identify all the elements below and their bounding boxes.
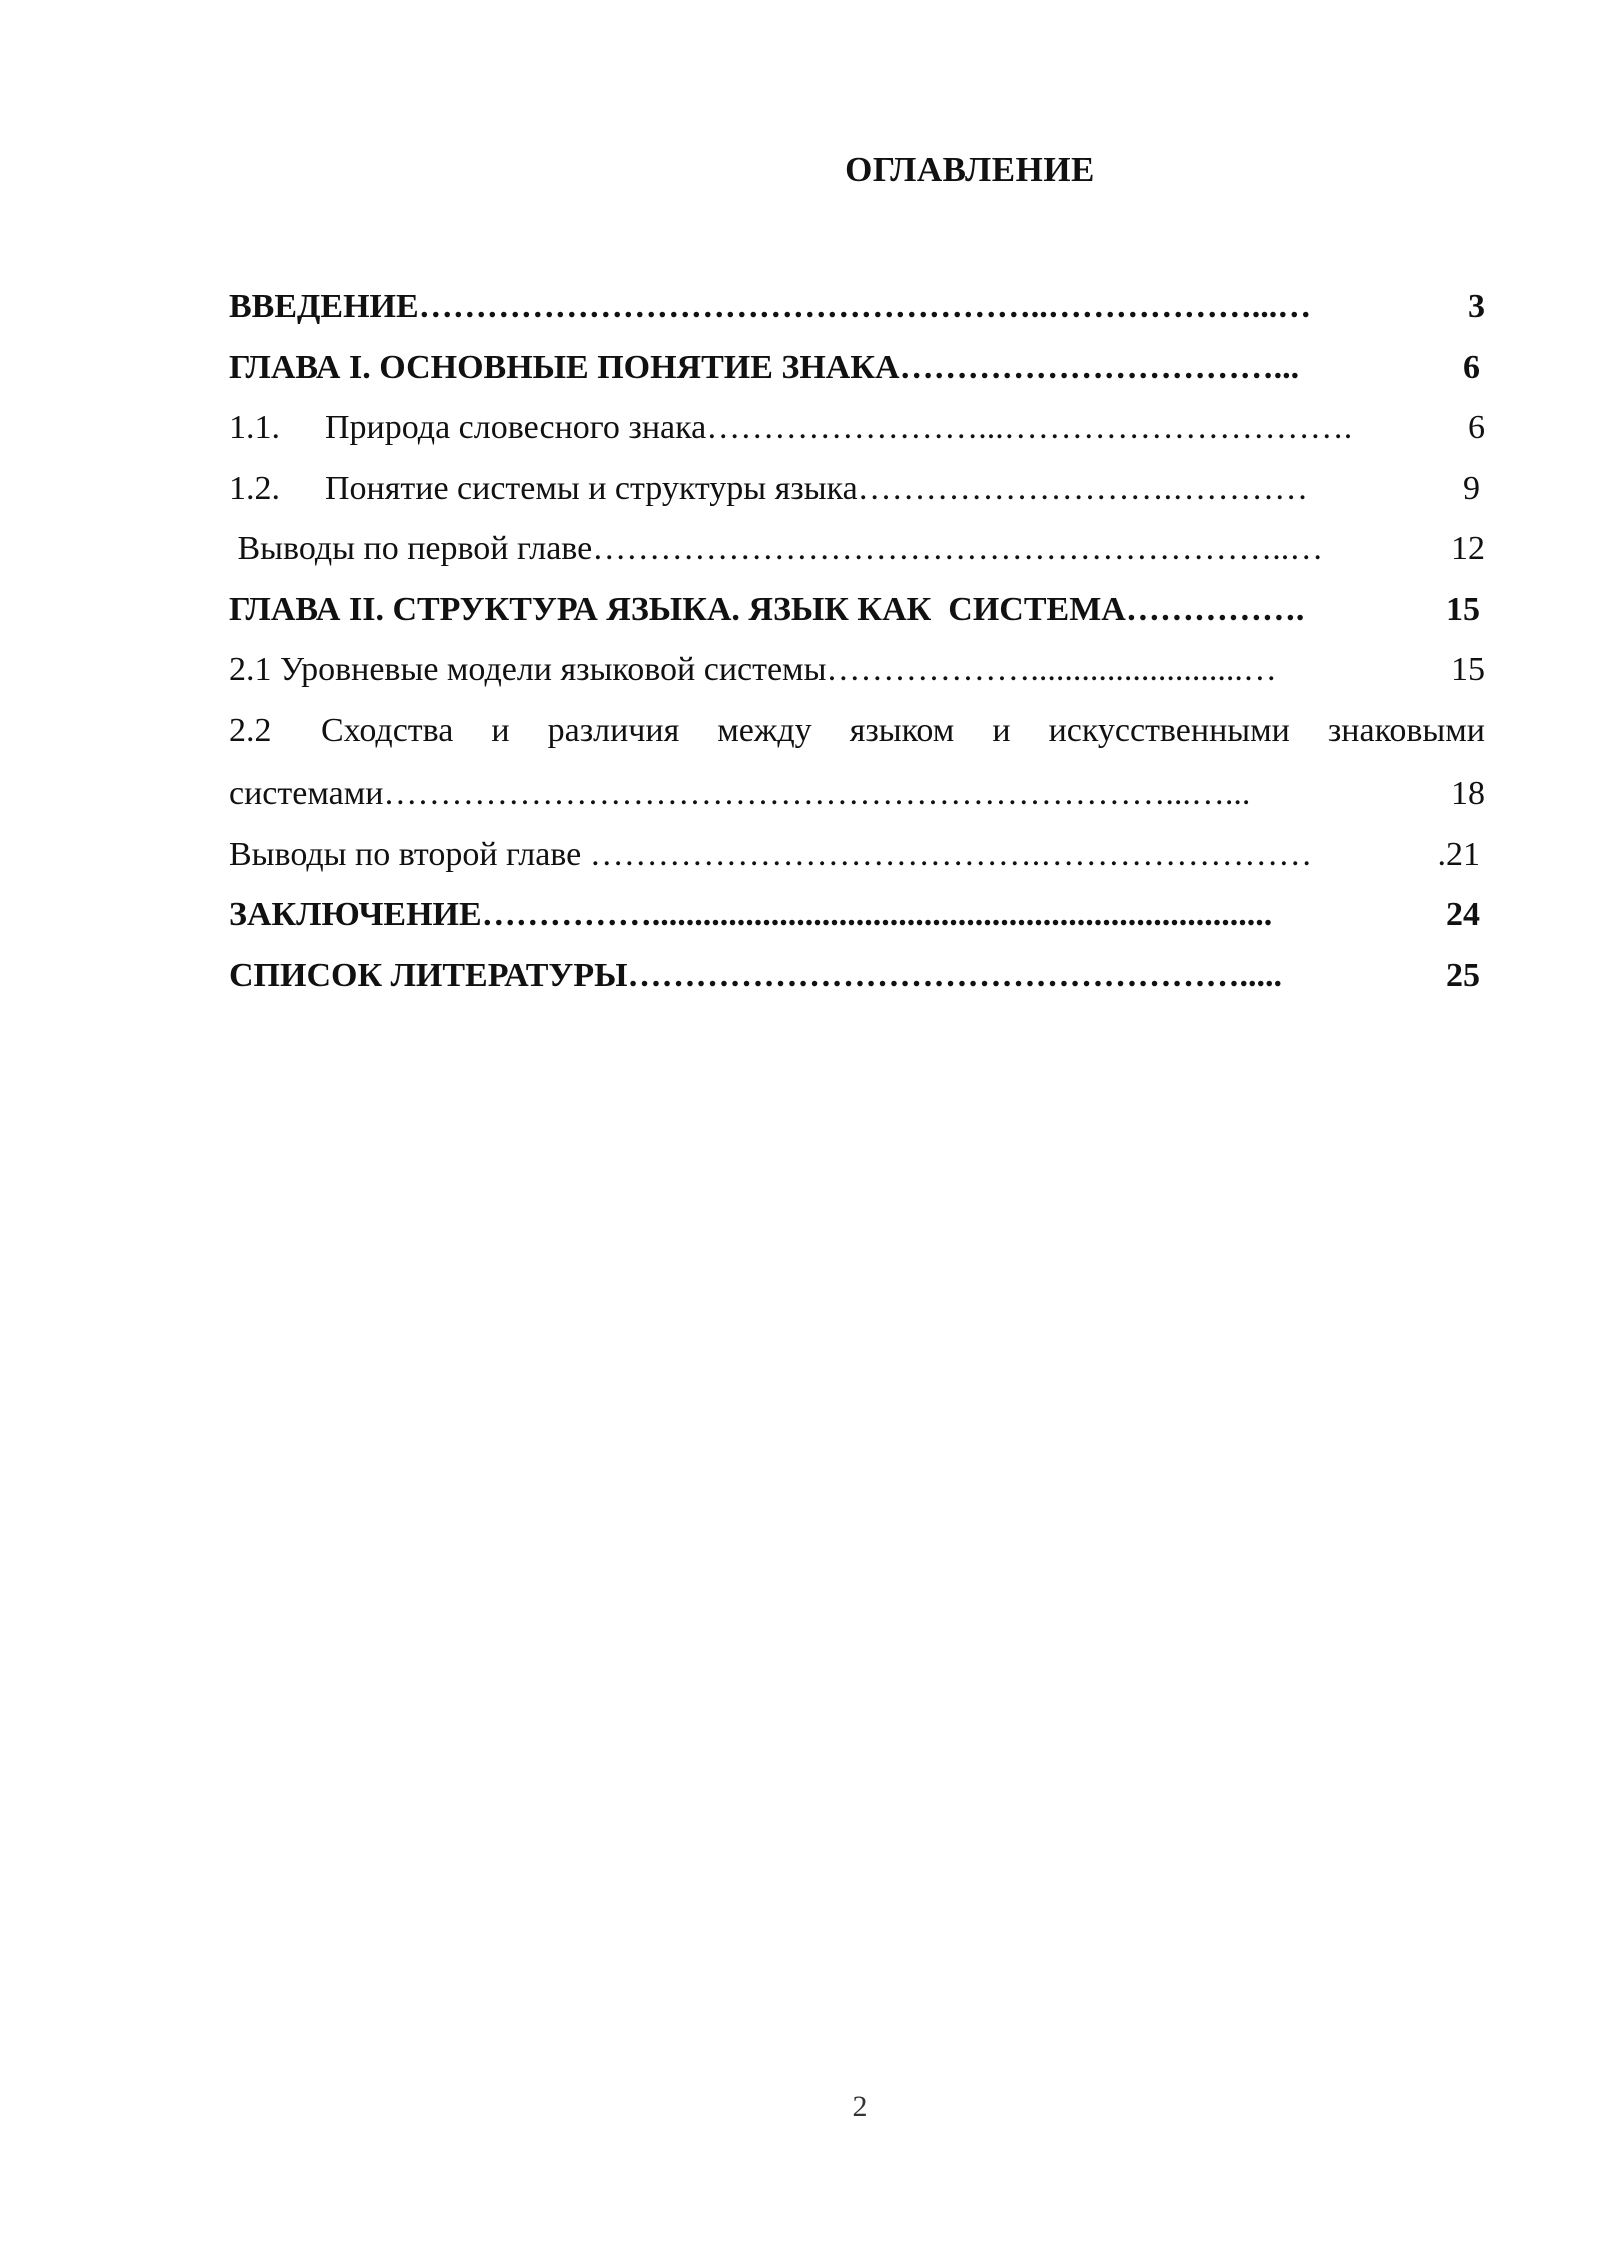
toc-entry-number: 2.2 bbox=[229, 711, 272, 749]
toc-entry-title: СПИСОК ЛИТЕРАТУРЫ bbox=[229, 956, 628, 994]
toc-entry-title: Природа словесного знака bbox=[325, 409, 707, 446]
toc-word: знаковыми bbox=[1327, 711, 1485, 749]
toc-entry-section-1-1 bbox=[229, 403, 1485, 464]
toc-entry-page: 3 bbox=[1468, 288, 1485, 325]
toc-entry-number: 1.2. bbox=[229, 469, 280, 507]
toc-dot-leader: ……………. bbox=[1125, 590, 1305, 628]
toc-entry-page: 24 bbox=[1446, 896, 1480, 933]
toc-entry-conclusions-1 bbox=[229, 524, 1485, 585]
toc-entry-first-line bbox=[229, 706, 1485, 769]
toc-dot-leader: ……………......................................................................... bbox=[481, 896, 1273, 933]
page-title: ОГЛАВЛЕНИЕ bbox=[845, 150, 1095, 189]
toc-entry-page: 15 bbox=[1446, 590, 1480, 628]
toc-entry-page: 9 bbox=[1463, 469, 1480, 507]
toc-entry-title: ГЛАВА II. СТРУКТУРА ЯЗЫКА. ЯЗЫК КАК СИСТЕМА bbox=[229, 590, 1126, 628]
toc-dot-leader: ……………………….………… bbox=[857, 469, 1309, 507]
toc-entry-page: 18 bbox=[1451, 774, 1485, 812]
toc-entry-page: 15 bbox=[1451, 651, 1485, 688]
toc-word: и bbox=[992, 711, 1011, 749]
toc-entry-number: 1.1. bbox=[229, 409, 280, 446]
toc-dot-leader: ……………………………………………………………...…... bbox=[383, 774, 1251, 812]
toc-word: искусственными bbox=[1048, 711, 1290, 749]
toc-entry-title-continuation: системами bbox=[229, 774, 384, 812]
toc-entry-title: ГЛАВА I. ОСНОВНЫЕ ПОНЯТИЕ ЗНАКА bbox=[229, 348, 900, 386]
toc-dot-leader: ………………………………….…………………… bbox=[589, 835, 1313, 873]
table-of-contents bbox=[229, 282, 1485, 1011]
toc-entry-introduction bbox=[229, 282, 1485, 343]
toc-entry-title: 2.1 Уровневые модели языковой системы bbox=[229, 651, 827, 688]
toc-entry-section-2-2 bbox=[229, 706, 1485, 830]
toc-entry-page: 6 bbox=[1463, 348, 1480, 386]
toc-entry-title: Выводы по второй главе bbox=[229, 835, 590, 873]
toc-word: различия bbox=[547, 711, 680, 749]
toc-entry-conclusions-2 bbox=[229, 830, 1485, 891]
toc-entry-page: 12 bbox=[1451, 530, 1485, 567]
toc-dot-leader: ………………………………………………..………………...… bbox=[418, 288, 1312, 325]
toc-entry-conclusion bbox=[229, 890, 1485, 951]
toc-entry-page: 25 bbox=[1446, 956, 1480, 994]
toc-dot-leader: ………………………………………………..... bbox=[627, 956, 1283, 994]
toc-entry-chapter-1 bbox=[229, 343, 1485, 404]
toc-dot-leader: ……………………………………………………..… bbox=[592, 530, 1324, 567]
toc-word: языком bbox=[849, 711, 955, 749]
toc-entry-section-1-2 bbox=[229, 464, 1485, 525]
toc-entry-title: ЗАКЛЮЧЕНИЕ bbox=[229, 896, 482, 933]
toc-entry-bibliography bbox=[229, 951, 1485, 1012]
toc-dot-leader: ……………….........................… bbox=[826, 651, 1277, 688]
toc-entry-title: ВВЕДЕНИЕ bbox=[229, 288, 419, 325]
toc-entry-page: 6 bbox=[1468, 409, 1485, 446]
toc-entry-page: .21 bbox=[1437, 835, 1480, 873]
toc-dot-leader: ……………………...…………………………. bbox=[706, 409, 1353, 446]
toc-word: и bbox=[491, 711, 510, 749]
toc-word: между bbox=[717, 711, 812, 749]
toc-entry-title: Понятие системы и структуры языка bbox=[325, 469, 858, 507]
toc-entry-title: Выводы по первой главе bbox=[229, 530, 593, 567]
toc-dot-leader: ……………………………... bbox=[899, 348, 1300, 386]
toc-entry-second-line bbox=[229, 769, 1485, 830]
page-number: 2 bbox=[852, 2090, 868, 2123]
toc-entry-chapter-2 bbox=[229, 585, 1485, 646]
toc-entry-section-2-1 bbox=[229, 645, 1485, 706]
toc-word: Сходства bbox=[321, 711, 454, 749]
toc-entry-title-words bbox=[321, 706, 1485, 769]
